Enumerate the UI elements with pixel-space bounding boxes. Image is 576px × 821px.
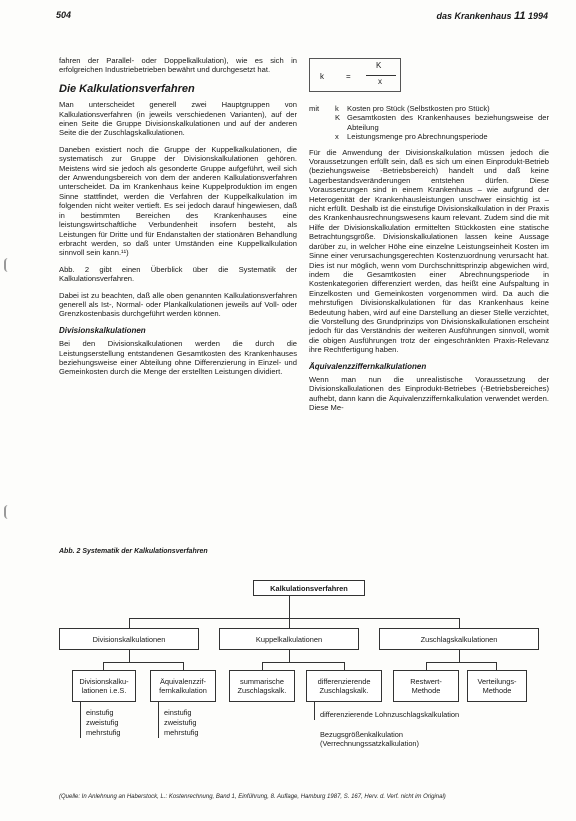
paragraph: Man unterscheidet generell zwei Hauptgruppen von Kalkulationsverfahren (in jeweils verschiedenen Varianten), auf der einen Seite die Gruppe Divisionskalkulationen und auf der anderen Seite die der Zuschlagskalkulationen. (59, 100, 297, 138)
connector-line (459, 650, 460, 662)
paragraph: Wenn man nun die unrealistische Voraussetzung der Divisionskalkulationen des Einprodukt-Betriebes (-Betriebsbereiches) aufhebt, dann kann die Äquivalenzziffernkalkulation verwendet werden. Diese Me- (309, 374, 549, 413)
fraction-bar (366, 75, 396, 76)
leaf-item: Bezugsgrößenkalkulation (Verrechnungssatzkalkulation) (320, 730, 420, 748)
leaf-item: differenzierende Lohnzuschlagskalkulation (320, 710, 460, 719)
connector-line (426, 662, 427, 670)
paragraph: Bei den Divisionskalkulationen werden die durch die Leistungserstellung entstandenen Gesamtkosten des Krankenhauses beziehungsweise einer Abteilung ohne Differenzierung in Einzel- und Gemeinkosten durch die Menge der erstellten Leistungen dividiert. (59, 339, 297, 377)
intro-paragraph: fahren der Parallel- oder Doppelkalkulation), wie es sich in erfolgreichen Industriebetrieben bewährt und durchgesetzt hat. (59, 56, 297, 75)
group-division: Divisionskalkulationen (59, 628, 199, 650)
leaf-item: mehrstufig (164, 728, 199, 737)
connector-line (183, 662, 184, 670)
group-kuppel: Kuppelkalkulationen (219, 628, 359, 650)
legend-text: Leistungsmenge pro Abrechnungsperiode (347, 132, 488, 142)
connector-line (129, 618, 130, 628)
connector-line (262, 662, 263, 670)
connector-line (496, 662, 497, 670)
leaf-item: mehrstufig (86, 728, 121, 737)
node-division-ies: Divisionskalku- lationen i.e.S. (72, 670, 136, 702)
leaf-item: zweistufig (164, 718, 197, 727)
journal-title (436, 10, 548, 22)
connector-line (129, 618, 459, 619)
connector-line (129, 650, 130, 662)
node-summarisch: summarische Zuschlagskalk. (229, 670, 295, 702)
right-column (309, 56, 549, 420)
group-zuschlag: Zuschlagskalkulationen (379, 628, 539, 650)
issue-year: 1994 (527, 11, 548, 21)
node-aequivalenz: Äquivalenzzif- fernkalkulation (150, 670, 216, 702)
figure-source: (Quelle: In Anlehnung an Haberstock, L.: Kostenrechnung, Band 1, Einführung, 8. Auflage, Hamburg 1987, S. 167, Herv. d. Verf. nicht im Original) (59, 794, 446, 800)
connector-line (262, 662, 344, 663)
issue-number: 11 (514, 10, 526, 22)
left-column (59, 56, 297, 384)
connector-line (289, 596, 290, 618)
paragraph: Dabei ist zu beachten, daß alle oben genannten Kalkulationsverfahren generell als Ist-, Normal- oder Plankalkulationen jeweils auf Voll- oder Grenzkostenbasis durchgeführt werden können. (59, 290, 297, 319)
connector-line (103, 662, 183, 663)
diagram-root: Kalkulationsverfahren (253, 580, 365, 596)
node-restwert: Restwert- Methode (393, 670, 459, 702)
leaf-item: einstufig (86, 708, 114, 717)
scan-edge-mark (4, 258, 12, 272)
formula (309, 58, 549, 98)
connector-line (314, 702, 315, 720)
journal-name: das Krankenhaus (436, 11, 512, 21)
legend-symbol: K (335, 113, 341, 123)
leaf-item: zweistufig (86, 718, 119, 727)
subsection-heading: Divisionskalkulationen (59, 325, 146, 335)
node-differenzierend: differenzierende Zuschlagskalk. (306, 670, 382, 702)
formula-lhs: k (320, 72, 324, 81)
connector-line (80, 702, 81, 738)
connector-line (344, 662, 345, 670)
legend-text: Kosten pro Stück (Selbstkosten pro Stück) (347, 104, 490, 113)
formula-numerator: K (376, 61, 382, 70)
paragraph: Für die Anwendung der Divisionskalkulation müssen jedoch die Voraussetzungen erfüllt sein, daß es sich um einen Einprodukt-Betrieb (beziehungsweise -Betriebsbereich) handelt und daß keine Lagerbestandsveränderungen entstehen dürfen. Diese Voraussetzungen sind in einem Krankenhaus – wie aufgrund der Heterogenität der Krankenhausleistungen unschwer einsichtig ist – nicht erfüllt. Deshalb ist die einstufige Divisionskalkulation in der Praxis des Krankenhausrechnungswesens kaum relevant. Zudem sind die mit Hilfe der Divisionskalkulation ermittelten Stückkosten eine statische Betrachtungsgröße. Divisionskalkulationen lassen keine Aussage darüber zu, in welcher Höhe eine einzelne Leistungseinheit Kosten im Sinne einer verursachungsgerechten Kostenzuordnung verursacht hat. Dies ist nur möglich, wenn vom Durchschnittsprinzip abgewichen wird, indem die Gesamtkosten einer Abrechnungsperiode in Kostenkategorien differenziert werden, das heißt eine Aufspaltung in Einzelkosten und Gemeinkosten vorgenommen wird. Da auch die mehrstufigen Divisionskalkulationen für das Krankenhaus keine Bedeutung haben, wird auf eine Darstellung an dieser Stelle verzichtet, die Vorstellung des Grundprinzips von Divisionskalkulationen erscheint jedoch für das Verständnis der weiteren Ausführungen sinnvoll, womit die obigen Ausführungen trotz der eingeschränkten Praxis-Relevanz ihre Rechtfertigung haben. (309, 147, 549, 355)
subsection-heading: Äquivalenzziffernkalkulationen (309, 361, 427, 371)
legend-symbol: k (335, 104, 339, 113)
formula-equals: = (346, 72, 351, 81)
page-header (56, 10, 548, 24)
paragraph: Daneben existiert noch die Gruppe der Kuppelkalkulationen, die systematisch zur Gruppe der Divisionskalkulationen gehören. Meistens wird sie jedoch als gesonderte Gruppe aufgeführt, weil sich der Anwendungsbereich von dem der anderen Kalkulationsverfahren unterscheidet. Da im Krankenhaus keine Kuppelproduktion im engen Sinne stattfindet, werden die Verfahren der Kuppelkalkulation im folgenden nicht weiter vertieft. Es sei jedoch darauf hingewiesen, daß in bestimmten Bereichen des Krankenhauses eine leistungswirtschaftliche Verbundenheit insofern besteht, als Leistungen für Dritte und für Endanstalten der stationären Behandlung erbracht werden, so daß unter Umständen eine Kuppelkalkulation sinnvoll sein kann.¹¹) (59, 144, 297, 258)
connector-line (103, 662, 104, 670)
page-number: 504 (56, 10, 72, 20)
node-verteilung: Verteilungs- Methode (467, 670, 527, 702)
connector-line (426, 662, 496, 663)
paragraph: Abb. 2 gibt einen Überblick über die Systematik der Kalkulationsverfahren. (59, 264, 297, 284)
figure-caption: Abb. 2 Systematik der Kalkulationsverfahren (59, 548, 208, 555)
formula-legend (309, 104, 549, 142)
connector-line (289, 650, 290, 662)
formula-denominator: x (378, 77, 382, 86)
section-heading: Die Kalkulationsverfahren (59, 82, 195, 95)
legend-text: Gesamtkosten des Krankenhauses beziehungsweise der Abteilung (347, 113, 549, 132)
connector-line (158, 702, 159, 738)
formula-box (309, 58, 401, 92)
connector-line (289, 618, 290, 628)
legend-symbol: x (335, 132, 339, 142)
leaf-item: einstufig (164, 708, 192, 717)
connector-line (459, 618, 460, 628)
legend-mit: mit (309, 104, 320, 113)
scan-edge-mark (4, 505, 12, 519)
